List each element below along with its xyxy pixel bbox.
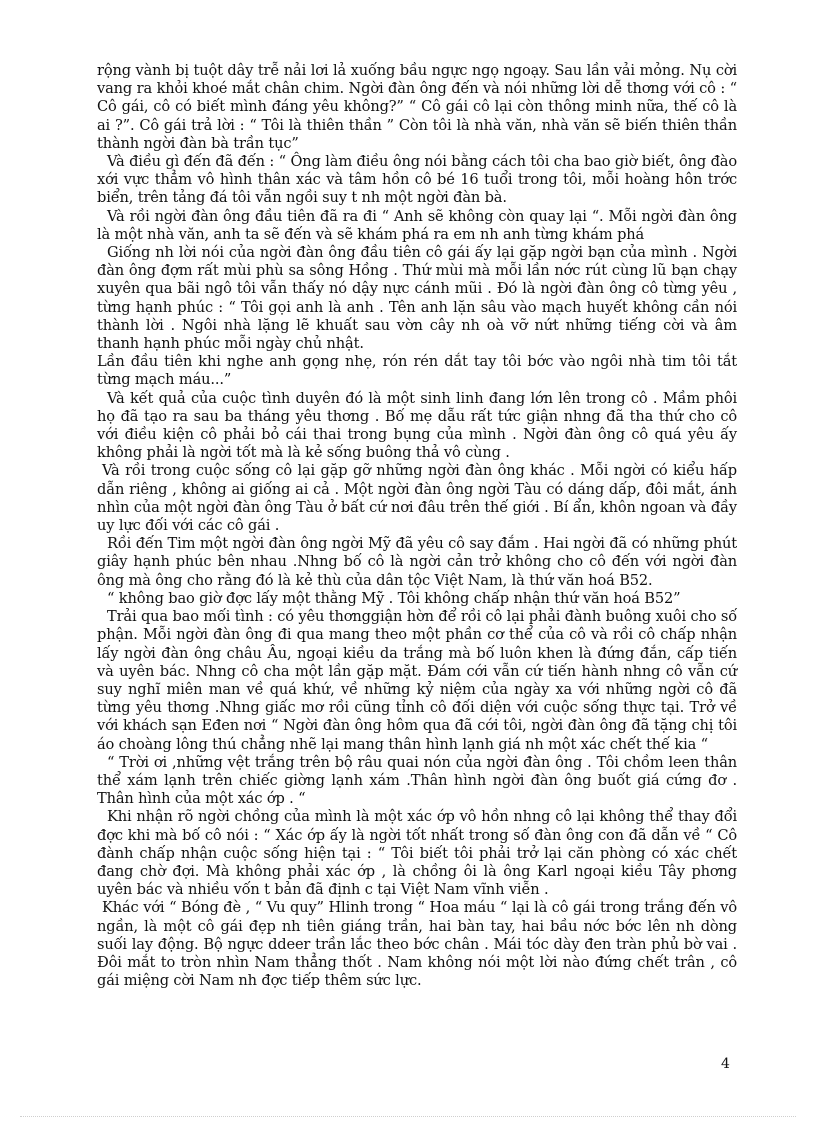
paragraph: Và rồi ngời đàn ông đầu tiên đã ra đi “ Anh sẽ không còn quay lại “. Mỗi ngời đàn ông là một nhà văn, anh ta sẽ đến và sẽ khám phá ra em nh anh từng khám phá: [97, 207, 737, 243]
page-number: 4: [721, 1056, 730, 1072]
paragraph: Và điều gì đến đã đến : “ Ông làm điều ông nói bằng cách tôi cha bao giờ biết, ông đào xới vực thẳm vô hình thân xác và tâm hồn cô bé 16 tuổi trong tôi, mỗi hoàng hôn trớc biển, trên tảng đá tôi vẫn ngồi suy t nh một ngời đàn bà.: [97, 153, 737, 207]
paragraph: rộng vành bị tuột dây trễ nải lơi lả xuống bầu ngực ngọ ngoạy. Sau lần vải mỏng. Nụ cời vang ra khỏi khoé mắt chân chim. Ngời đàn ông đến và nói những lời dễ thơng với cô : “ Cô gái, cô có biết mình đáng yêu không?” “ Cô gái cô lại còn thông minh nữa, thế cô là ai ?”. Cô gái trả lời : “ Tôi là thiên thần ” Còn tôi là nhà văn, nhà văn sẽ biến thiên thần thành ngời đàn bà trần tục”: [97, 62, 737, 152]
paragraph: “ Trời ơi ,những vệt trắng trên bộ râu quai nón của ngời đàn ông . Tôi chồm leen thân thể xám lạnh trên chiếc giờng lạnh xám .Thân hình ngời đàn ông buốt giá cứng đơ . Thân hình của một xác ớp . “: [97, 753, 737, 808]
paragraph: Và rồi trong cuộc sống cô lại gặp gỡ những ngời đàn ông khác . Mỗi ngời có kiểu hấp dẫn riêng , không ai giống ai cả . Một ngời đàn ông ngời Tàu có dáng dấp, đôi mắt, ánh nhìn của một ngời đàn ông Tàu ở bất cứ nơi đâu trên thế giới . Bí ẩn, khôn ngoan và đầy uy lực đối với các cô gái .: [97, 462, 737, 535]
paragraph: Và kết quả của cuộc tình duyên đó là một sinh linh đang lớn lên trong cô . Mầm phôi họ đã tạo ra sau ba tháng yêu thơng . Bố mẹ dẫu rất tức giận nhng đã tha thứ cho cô với điều kiện cô phải bỏ cái thai trong bụng của mình . Ngời đàn ông cô quá yêu ấy không phải là ngời tốt mà là kẻ sống buông thả vô cùng .: [97, 389, 737, 462]
paragraph: Rồi đến Tim một ngời đàn ông ngời Mỹ đã yêu cô say đắm . Hai ngời đã có những phút giây hạnh phúc bên nhau .Nhng bố cô là ngời cản trở không cho cô đến với ngời đàn ông mà ông cho rằng đó là kẻ thù của dân tộc Việt Nam, là thứ văn hoá B52.: [97, 535, 737, 589]
paragraph: Khi nhận rõ ngời chồng của mình là một xác ớp vô hồn nhng cô lại không thể thay đổi đợc khi mà bố cô nói : “ Xác ớp ấy là ngời tốt nhất trong số đàn ông con đã dẫn về “ Cô đành chấp nhận cuộc sống hiện tại : “ Tôi biết tôi phải trở lại căn phòng có xác chết đang chờ đợi. Mà không phải xác ớp , là chồng ôi là ông Karl ngoại kiều Tây phơng uyên bác và nhiều vốn t bản đã định c tại Việt Nam vĩnh viễn .: [97, 808, 737, 899]
body-text: [97, 62, 737, 990]
paragraph: Khác với “ Bóng đè , “ Vu quy” Hlinh trong “ Hoa máu “ lại là cô gái trong trắng đến vô ngần, là một cô gái đẹp nh tiên giáng trần, hai bàn tay, hai bầu nớc bớc lên nh dòng suối lay động. Bộ ngực ddeer trần lắc theo bớc chân . Mái tóc dày đen tràn phủ bờ vai . Đôi mắt to tròn nhìn Nam thẳng thốt . Nam không nói một lời nào đứng chết trân , cô gái miệng cời Nam nh đợc tiếp thêm sức lực.: [97, 899, 737, 990]
paragraph: “ không bao giờ đợc lấy một thằng Mỹ . Tôi không chấp nhận thứ văn hoá B52”: [107, 589, 681, 607]
paragraph: Trải qua bao mối tình : có yêu thơnggiận hờn để rồi cô lại phải đành buông xuôi cho số phận. Mỗi ngời đàn ông đi qua mang theo một phần cơ thể của cô và rồi cô chấp nhận lấy ngời đàn ông châu Âu, ngoại kiều da trắng mà bố luôn khen là đứng đắn, cấp tiến và uyên bác. Nhng cô cha một lần gặp mặt. Đám cới vẫn cứ tiến hành nhng cô vẫn cứ suy nghĩ miên man về quá khứ, về những kỷ niệm của ngày xa với những ngời cô đã từng yêu thơng .Nhng giấc mơ rồi cũng tỉnh cô đối diện với cuộc sống thực tại. Trở về với khách sạn Eđen nơi “ Ngời đàn ông hôm qua đã cới tôi, ngời đàn ông đã tặng chị tôi áo choàng lông thú chẳng nhẽ lại mang thân hình lạnh giá nh một xác chết thế kia “: [97, 608, 737, 753]
page-bottom-rule: [20, 1116, 796, 1117]
paragraph: Giống nh lời nói của ngời đàn ông đầu tiên cô gái ấy lại gặp ngời bạn của mình . Ngời đàn ông đợm rất mùi phù sa sông Hồng . Thứ mùi mà mỗi lần nớc rút cùng lũ bạn chạy xuyên qua bãi ngô tôi vẫn thấy nó dậy nực cánh mũi . Đó là ngời đàn ông cô từng yêu , từng hạnh phúc : “ Tôi gọi anh là anh . Tên anh lặn sâu vào mạch huyết không cần nói thành lời . Ngôi nhà lặng lẽ khuất sau vờn cây nh oà vỡ nứt những tiếng cời và âm thanh hạnh phúc mỗi ngày chủ nhật.: [97, 244, 737, 353]
paragraph: Lần đầu tiên khi nghe anh gọng nhẹ, rón rén dắt tay tôi bớc vào ngôi nhà tim tôi tắt từng mạch máu...”: [97, 353, 737, 389]
